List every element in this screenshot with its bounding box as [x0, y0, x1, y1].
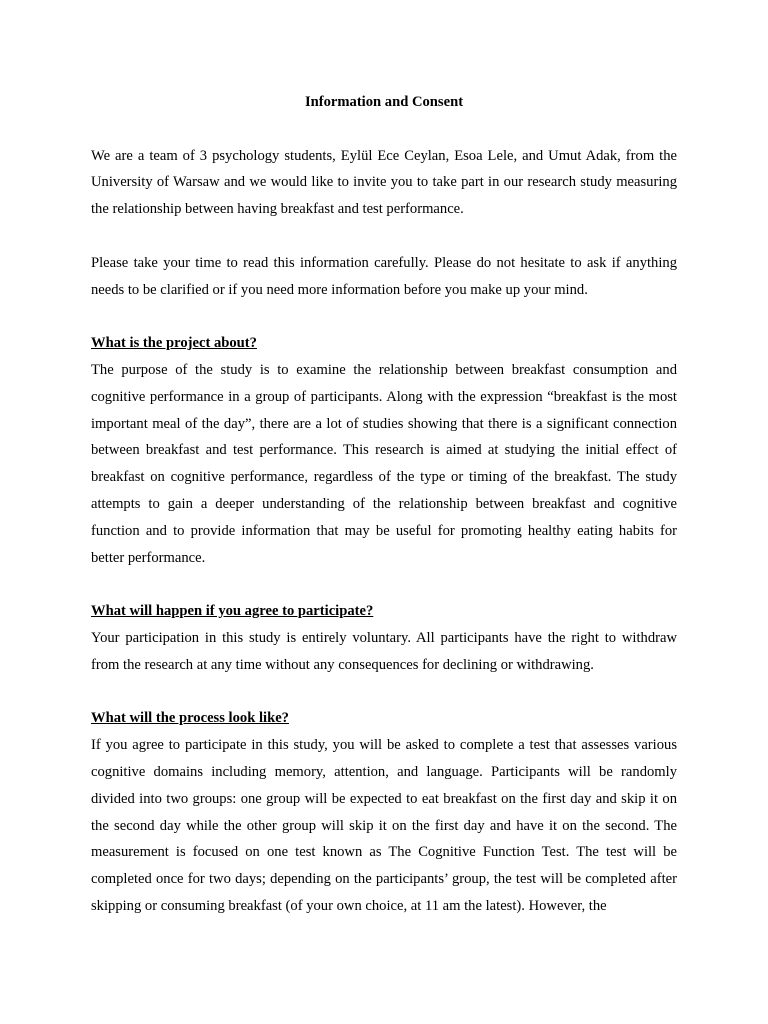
section-body-process: If you agree to participate in this study, you will be asked to complete a test that assesses various cognitive domains including memory, attention, and language. Participants will be randomly divided into two groups: one group will be expected to eat breakfast on the first day and skip it on the second day while the other group will skip it on the first day and have it on the second. The measurement is focused on one test known as The Cognitive Function Test. The test will be completed once for two days; depending on the participants’ group, the test will be completed after skipping or consuming breakfast (of your own choice, at 11 am the latest). However, the — [91, 737, 677, 914]
intro-paragraph: We are a team of 3 psychology students, Eylül Ece Ceylan, Esoa Lele, and Umut Adak, from the University of Warsaw and we would like to invite you to take part in our research study measuring the relationship between having breakfast and test performance. — [91, 147, 677, 218]
section-heading-project: What is the project about? — [91, 335, 257, 352]
section-heading-participation: What will happen if you agree to participate? — [91, 603, 374, 620]
paragraph-spacer — [91, 303, 677, 330]
section-heading-process: What will the process look like? — [91, 710, 289, 727]
paragraph-spacer — [91, 679, 677, 706]
section-body-participation: Your participation in this study is entirely voluntary. All participants have the right to withdraw from the research at any time without any consequences for declining or withdrawing. — [91, 629, 677, 673]
paragraph-spacer — [91, 571, 677, 598]
paragraph-spacer — [91, 223, 677, 250]
section-body-project: The purpose of the study is to examine the relationship between breakfast consumption and cognitive performance in a group of participants. Along with the expression “breakfast is the most important meal of the day”, there are a lot of studies showing that there is a significant connection between breakfast and test performance. This research is aimed at studying the initial effect of breakfast on cognitive performance, regardless of the type or timing of the breakfast. The study attempts to gain a deeper understanding of the relationship between breakfast and cognitive function and to provide information that may be useful for promoting healthy eating habits for better performance. — [91, 361, 677, 566]
please-read-paragraph: Please take your time to read this information carefully. Please do not hesitate to ask if anything needs to be clarified or if you need more information before you make up your mind. — [91, 254, 677, 298]
consent-document — [91, 89, 677, 920]
document-title: Information and Consent — [304, 94, 464, 110]
